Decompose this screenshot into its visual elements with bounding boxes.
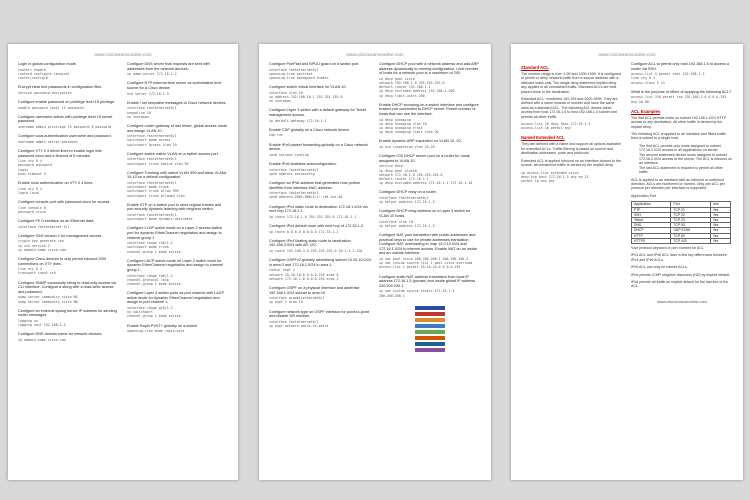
qa-block — [127, 62, 228, 76]
question-text: Configure enable password on privilege level 15 privilege. — [18, 100, 116, 104]
page-header-url: www.ciscoexamsonline.com — [94, 52, 152, 57]
config-command: ip dhcp pool cisco — [379, 76, 415, 81]
config-command: interface range fa0/1-2 — [127, 241, 173, 246]
config-command: ip route 192.168.3.0 255.255.255.0 10.1.1.2 120 — [269, 248, 363, 253]
config-command: ntp server 172.16.1.3 — [127, 91, 169, 96]
question-text: Configure network type on OSPF interface for point-to-point and disable DR election. — [269, 309, 370, 319]
table-header-cell: Port — [671, 202, 710, 207]
config-command: interface fastethernet0/1 — [127, 134, 177, 139]
config-command: switchport mode trunk — [127, 185, 169, 190]
config-command: ip address 192.168.10.1 255.255.255.0 — [269, 95, 343, 99]
config-command: service dhcp — [379, 164, 403, 169]
paragraph: The following ACL is applied to an interface and filters traffic from a subnet to a single host. — [631, 132, 727, 141]
config-command: network 192.168.1.0 255.255.255.0 — [379, 80, 445, 85]
table-header-cell: Application — [632, 202, 671, 207]
qa-block — [269, 128, 371, 138]
question-text: Configure FE 0 interface as an Ethernet data. — [18, 218, 95, 223]
table-cell: TCP 23 — [671, 217, 710, 222]
document-page-2 — [259, 44, 491, 480]
config-command: no shutdown — [127, 114, 149, 119]
qa-block — [379, 233, 481, 270]
paragraph: IPv4 ACL and IPv6 ACL have a few key differences between IPv4 and IPv6 ACLs. — [631, 253, 727, 262]
config-command: network 10.10.10.0 0.0.0.255 area 0 — [269, 272, 339, 277]
config-command: password password — [18, 163, 52, 168]
qa-block — [127, 226, 228, 253]
network-diagram-figure — [415, 306, 445, 353]
config-command: ip domain-name cisco.com — [18, 337, 66, 342]
config-command: ip arp inspection vlan 10,20 — [379, 144, 435, 149]
paragraph: The first ACL permits hosts on subnet 192.168.1.0/24 HTTP access to any destination. All other traffic is denied by the implicit deny. — [631, 115, 727, 129]
config-command: interface fastethernet0/1 — [127, 212, 177, 217]
paragraph: The number range is from 1-99 and 1300-1999. It is configured to permit or deny network traffic from a source address with a wildcard mask only. The single deny statement implied deny any applies to all unmatched traffic. Standard ACLs are best placed close to the destination. — [521, 72, 622, 94]
page-header-url: www.ciscoexamsonline.com — [346, 52, 404, 57]
config-command: ip default-gateway 172.16.1.1 — [269, 118, 327, 123]
question-text: Encrypt clear text passwords in configuration files. — [18, 85, 103, 90]
config-command: spanning-tree bpduguard enable — [269, 76, 329, 80]
question-text: Enable / set keepalive messages of Cisco network devices. — [127, 100, 227, 105]
table-cell: SSH — [632, 212, 671, 217]
qa-block — [379, 139, 481, 149]
table-cell: Yes — [710, 223, 730, 228]
table-cell: HTTPS — [632, 238, 671, 243]
config-command: password cisco — [18, 209, 46, 214]
document-page-3 — [511, 44, 743, 480]
qa-block — [269, 181, 371, 200]
page2-right-column — [379, 62, 481, 472]
qa-block — [18, 115, 119, 129]
page1-right-column — [127, 62, 228, 472]
config-command: ip dhcp excluded-address 192.168.1.200 — [379, 89, 455, 94]
diagram-layer-bar — [415, 324, 445, 329]
qa-block — [127, 81, 228, 95]
qa-block — [18, 234, 119, 252]
config-command: interface fastethernet0/1 — [269, 191, 319, 196]
config-command: access-list 5 permit host 192.168.1.5 — [631, 72, 705, 77]
config-command: exec-timeout 5 — [18, 171, 46, 176]
config-command: login local — [18, 190, 40, 195]
section-heading: Standard ACL — [521, 65, 549, 70]
config-command: access-class 5 in — [631, 80, 665, 85]
config-command: ip dhcp snooping trust — [379, 125, 423, 130]
config-command: channel-group 1 mode active — [127, 281, 181, 286]
paragraph: Extended ACL: numbered 100-199 and 2000-2699. They are defined with a name instead of number and have the same rules as a standard ACL. The following ACL denies telnet access from host 172.16.1.5 to host 192.168.1.0 subnet and permits all other traffic. — [521, 97, 618, 119]
question-text: Configure DNS domain name for network devices. — [18, 332, 103, 337]
qa-block — [269, 162, 371, 176]
question-text: Configure local authentication username and password. — [18, 134, 112, 139]
question-text: Configure NTP external time server as authoritative time source for a Cisco device. — [127, 81, 222, 90]
table-cell: Yes — [710, 233, 730, 238]
qa-block — [18, 281, 119, 304]
config-command: ip access-list extended cisco — [521, 170, 579, 175]
application-port-table — [631, 201, 731, 244]
document-page-1 — [8, 44, 238, 480]
question-text: Enable DHCP snooping on a switch interface and configure trusted port connected to DHCP server. Permit number of hosts that can use the interface. — [379, 102, 479, 116]
config-command: default-router 172.16.1.1 — [379, 176, 429, 181]
config-command: access-list 150 permit tcp 192.168.1.0 0.0.0.255 any eq 80 — [631, 95, 727, 104]
qa-block — [18, 219, 119, 229]
config-command: logging on — [18, 318, 38, 323]
table-cell: Yes — [710, 228, 730, 233]
question-text: Configure Trunking with native VLAN 999 and allow VLANs 10-10 on a default configuration. — [127, 170, 227, 180]
config-command: router(config)# — [18, 76, 48, 80]
table-cell: TCP 80 — [671, 233, 710, 238]
table-note: *use protocol keyword or port number for ACL — [631, 245, 704, 250]
table-cell: DNS — [632, 223, 671, 228]
question-text: Configure static NAT address translation from local IP address 172.16.1.5 (private) and inside global IP address 200.200.200.1. — [379, 274, 476, 288]
config-command: interface vlan 10 — [379, 219, 413, 224]
config-command: access-list 1 permit 10.10.10.0 0.0.0.255 — [379, 265, 461, 270]
question-text: Configure switch native VLAN on a switch access port. — [127, 151, 219, 156]
question-text: Configure SNMP community string to read-only access via CLI interface. Configure a string with a read-write access and password. — [18, 280, 117, 294]
diagram-layer-bar — [415, 312, 445, 317]
bullet-item: • The first ACL permits only hosts assigned to subnet 172.16.1.0/24 access to all applications on server. — [639, 144, 733, 153]
config-command: channel-group 1 mode active — [127, 249, 181, 254]
question-text: Enable IPv6 packet forwarding globally on a Cisco network device. — [269, 142, 368, 152]
question-text: Configure OSPF on a physical interface and advertise 192.168.1.0/24 subnet to area 10. — [269, 285, 360, 295]
table-cell: UDP 67/68 — [671, 228, 710, 233]
config-command: spanning-tree portfast — [269, 71, 313, 76]
qa-block — [127, 171, 228, 198]
qa-block — [379, 190, 481, 204]
table-cell: TCP 22 — [671, 212, 710, 217]
config-command: no shutdown — [269, 99, 291, 104]
config-command: switchport trunk allow 999 — [127, 189, 179, 194]
bullet-item: • The last ACL statement is required to permit all other traffic. — [639, 166, 733, 175]
qa-block — [269, 224, 371, 234]
table-cell: Telnet — [632, 217, 671, 222]
config-command: enable password level 15 password — [18, 105, 84, 110]
question-text: Configure DHCP pool with a network address and add ARP address dynamically to running configuration. Limit number of hosts for a network pool to a maximum of 200. — [379, 62, 479, 76]
page3-right-column — [631, 62, 733, 472]
diagram-layer-bar — [415, 306, 445, 311]
config-command: ip nat inside source list 1 pool cisco overload — [379, 261, 473, 266]
table-cell: FTP — [632, 207, 671, 212]
diagram-layer-bar — [415, 330, 445, 335]
qa-block — [269, 62, 371, 80]
paragraph: IPv6 permits ICMP neighbor discovery (ND) by implicit default. — [631, 272, 731, 277]
question-text: Enable CDP globally on a Cisco network device. — [269, 127, 351, 132]
question-text: Configure LLDP active mode on a Layer 2 access switch port for dynamic EtherChannel negotiation and assign to channel group 1. — [127, 226, 223, 240]
table-cell: TCP 53 — [671, 223, 710, 228]
qa-block — [269, 310, 371, 329]
config-command: router ospf 1 — [269, 268, 295, 273]
config-command: interface fastethernet0/1 — [269, 167, 319, 172]
qa-block — [18, 100, 119, 110]
config-command: no switchport — [127, 310, 153, 315]
config-command: ip helper-address 172.16.1.5 — [379, 223, 435, 228]
config-command: interface fastethernet0/1 — [127, 106, 177, 111]
question-text: Configure Cisco devices to only permit inbound SSH connections on VTY lines. — [18, 256, 107, 266]
qa-block — [18, 200, 119, 214]
question-text: Configure IPv4 static route to destination 172.16.1.0/24 via next hop 172.16.2.1. — [269, 204, 368, 214]
config-command: interface fastethernet0/1 — [269, 319, 319, 324]
diagram-layer-bar — [415, 336, 445, 341]
question-text: Configure IPv4 floating static route to destination 192.168.3.0/24 with AD 120. — [269, 238, 351, 248]
qa-block — [127, 203, 228, 222]
config-command: permit ip any any — [521, 178, 555, 183]
config-command: switchport mode dynamic desirable — [127, 217, 193, 222]
table-cell: TCP 443 — [671, 238, 710, 243]
question-text: Enable STP on a switch port to send regular frames and port security dynamic learning with neighbor switch. — [127, 202, 222, 212]
question-text: Configure an external syslog server IP address for sending router messages. — [18, 308, 117, 318]
config-command: switchport trunk native vlan 99 — [127, 161, 189, 166]
qa-block — [631, 90, 733, 104]
config-command: switchport trunk allowed vlan — [127, 193, 185, 198]
qa-block — [269, 143, 371, 157]
config-command: snmp-server community cisco RW — [18, 299, 78, 304]
table-cell: Yes — [710, 217, 730, 222]
config-command: ip name-server 172.16.1.2 — [127, 72, 177, 77]
table-cell: Yes — [710, 212, 730, 217]
page3-left-column — [521, 62, 623, 472]
question-text: What is the purpose of effect of applying the following ACL? — [631, 89, 732, 94]
question-text: Login in global configuration mode. — [18, 62, 77, 66]
config-command: snmp-server community cisco RO — [18, 295, 78, 300]
question-text: Configure DHCP relay address on a Layer 3 switch for VLAN 10 hosts. — [379, 209, 471, 218]
qa-block — [127, 124, 228, 147]
page-header-url: www.ciscoexamsonline.com — [598, 52, 656, 57]
question-text: Configure Layer 3 switch ports as port channel with LACP active mode for dynamic EtherChannel negotiation and assign to port channel 1. — [127, 291, 225, 305]
qa-block — [18, 332, 119, 342]
paragraph: They are defined with a name and support all options available for extended ACLs. Traffic filtering is based on source and destination addresses, ports and protocols. — [521, 142, 621, 156]
config-command: interface gigabitethernet0/1 — [269, 296, 325, 301]
question-text: Configure console port with password cisco for access. — [18, 199, 111, 204]
config-command: cdp run — [269, 133, 283, 138]
qa-block — [269, 205, 371, 219]
config-command: line console 0 — [18, 205, 46, 210]
config-command: interface range fa0/1-2 — [127, 273, 173, 278]
qa-block — [18, 309, 119, 328]
config-command: line vty 0 4 — [18, 267, 42, 272]
config-command: ip ssh version 2 — [18, 243, 50, 248]
question-text: Configure LACP active mode on Layer 2 switch trunk for dynamic EtherChannel negotiation and assign to channel group 1. — [127, 258, 224, 272]
question-text: Configure router gateway of last resort, global access mode and assign VLAN 10. — [127, 123, 228, 133]
qa-block — [18, 85, 119, 95]
config-command: switchport mode trunk — [127, 245, 169, 250]
config-command: router> enable — [18, 67, 46, 72]
config-command: deny tcp host 172.16.1.5 any eq 23 — [521, 174, 589, 179]
table-header-cell: Use — [710, 202, 730, 207]
question-text: Configure Layer 3 switch with a default gateway for Telnet management access. — [269, 108, 367, 117]
config-command: access-list 10 permit any — [521, 126, 571, 131]
question-text: Configure NAT pool translation with public addresses and practical keys to use for private addresses translation. Configure NAT overloading to map 10.0.10.0/24 and 172.16.1.0/24 to internet access. Enable NAT on an inside and an outside interface. — [379, 232, 477, 256]
table-cell: HTTP — [632, 233, 671, 238]
qa-block — [631, 62, 733, 85]
question-text: Configure DNS server that requests are sent with addresses from the network devices. — [127, 62, 210, 71]
qa-block — [127, 152, 228, 166]
qa-block — [269, 286, 371, 305]
table-cell: DHCP — [632, 228, 671, 233]
config-command: ip route 172.16.1.0 255.255.255.0 172.16.2.1 — [269, 214, 357, 219]
question-text: Configure PortFast and BPDU guard on a switch port. — [269, 62, 360, 66]
qa-block — [18, 149, 119, 176]
config-command: ip dhcp excluded-address 172.16.1.1 172.16.1.10 — [379, 181, 473, 186]
config-command: interface vlan 10 — [269, 90, 303, 95]
config-command: ip dhcp snooping limit rate 20 — [379, 130, 439, 135]
question-text: Configure DHCP relay on a router. — [379, 190, 437, 195]
config-command: line vty 0 4 — [18, 159, 42, 164]
config-command: service password-encryption — [18, 90, 72, 95]
config-command: username admin privilege 15 password 0 password — [18, 124, 112, 129]
config-command: ip nat inside source static 172.16.1.5 200.200.200.1 — [379, 289, 455, 298]
question-text: Enable Rapid PVST+ globally on a switch. — [127, 323, 199, 328]
config-command: ip helper-address 172.16.1.5 — [379, 200, 435, 205]
qa-block — [127, 291, 228, 318]
config-command: username admin secret password — [18, 139, 78, 144]
qa-block — [379, 103, 481, 135]
qa-block — [379, 62, 481, 98]
config-command: access-list 10 deny host 172.16.1.5 — [521, 122, 591, 127]
config-command: keepalive 10 — [127, 110, 151, 115]
diagram-layer-bar — [415, 342, 445, 347]
table-title: Application Port — [631, 193, 657, 198]
config-command: spanning-tree mode rapid-pvst — [127, 329, 185, 334]
question-text: Configure ACL to permit only host 192.168.1.5 to access a router via SSH. — [631, 62, 730, 71]
section-heading: Named Extended ACL — [521, 135, 565, 141]
paragraph: Extended ACL is applied inbound on an interface closest to the source, all unmatched traffic is denied by the implicit deny. — [521, 158, 621, 168]
config-command: ip dhcp pool vlan10 — [379, 168, 417, 173]
config-command: ip dhcp snooping — [379, 117, 411, 122]
footer-url: www.ciscoexamsonline.com — [657, 298, 707, 304]
qa-block — [269, 239, 371, 253]
qa-block — [18, 134, 119, 144]
qa-block — [127, 259, 228, 286]
config-command: crypto key generate rsa — [18, 239, 64, 244]
config-command: ip nat pool cisco 200.200.200.1 200.200.200.2 — [379, 256, 469, 261]
config-command: ip ospf 1 area 10 — [269, 300, 303, 305]
bullet-item: • The second statement denies hosts assigned to subnet 172.16.2.0/24 access to the server. The ACL is inbound on an interface. — [639, 153, 733, 166]
config-command: interface fastethernet0/1 — [269, 67, 319, 72]
config-command: switchport access vlan 10 — [127, 142, 177, 147]
config-command: interface fastethernet 0/1 — [18, 224, 70, 229]
question-text: Configure VTY 0 4 telnet lines to enable login with password cisco and a timeout of 5 minutes. — [18, 148, 102, 158]
config-command: interface range gi0/1-2 — [127, 305, 173, 310]
table-cell: Yes — [710, 207, 730, 212]
qa-block — [269, 258, 371, 281]
section-heading: ACL Examples — [631, 108, 661, 114]
table-row — [632, 238, 731, 243]
qa-block — [269, 108, 371, 122]
qa-block — [269, 85, 371, 103]
qa-block — [18, 257, 119, 276]
qa-block — [379, 209, 481, 228]
config-command: transport input ssh — [18, 271, 56, 276]
question-text: Configure IOS DHCP server pool on a router for hosts assigned to VLAN 10. — [379, 154, 470, 163]
config-command: switchport mode access — [127, 138, 171, 143]
question-text: Enable local authentication on VTY 0 4 lines. — [18, 180, 94, 185]
config-command: network 172.16.1.0 0.0.0.255 area 1 — [269, 276, 339, 281]
qa-block — [127, 324, 228, 334]
config-command: network 172.16.1.0 255.255.255.0 — [379, 172, 443, 177]
table-cell: Yes — [710, 238, 730, 243]
config-command: interface fastethernet0/1 — [379, 195, 429, 200]
config-command: ipv6 address autoconfig — [269, 171, 315, 176]
question-text: Enable dynamic ARP inspection on VLAN 10, 20. — [379, 139, 462, 144]
config-command: ip dhcp snooping vlan 10 — [379, 121, 427, 126]
qa-block — [18, 62, 119, 80]
qa-block — [18, 181, 119, 195]
config-command: channel-group 1 mode active — [127, 314, 181, 319]
question-text: Configure an IPv6 address that generates host portion identifier from interface MAC address. — [269, 180, 361, 190]
diagram-layer-bar — [415, 318, 445, 323]
diagram-layer-bar — [415, 348, 445, 353]
config-command: ipv6 address 2001:DB8:A:1::/64 eui-64 — [269, 195, 343, 200]
config-command: interface fastethernet0/1 — [127, 157, 177, 162]
config-command: ip ospf network point-to-point — [269, 323, 329, 328]
page2-left-column — [269, 62, 371, 472]
bullet-list — [631, 144, 733, 175]
config-command: logging host 192.168.1.5 — [18, 323, 66, 328]
config-command: ip domain-name cisco.com — [18, 247, 66, 252]
config-command: channel-protocol lacp — [127, 277, 169, 282]
question-text: Configure OSPFv2 globally advertising subnet 10.10.10.0/24 in area 0 and 172.16.1.0/24 in area 1. — [269, 258, 371, 267]
question-text: Configure IPv4 default route with next hop of 172.33.1.2. — [269, 223, 364, 228]
config-command: default-router 192.168.1.1 — [379, 85, 431, 90]
config-command: line vty 0 4 — [631, 76, 655, 81]
config-command: ipv6 unicast-routing — [269, 152, 309, 157]
config-command: router# configure terminal — [18, 71, 70, 76]
table-cell: TCP 21 — [671, 207, 710, 212]
config-command: interface fastethernet0/1 — [127, 180, 177, 185]
config-command: line vty 0 4 — [18, 186, 42, 191]
qa-block — [127, 101, 228, 119]
paragraph: IPv6 permits all traffic as implicit default for the last line of the ACL. — [631, 279, 729, 289]
qa-block — [379, 275, 481, 298]
config-command: login — [18, 167, 28, 172]
config-command: ip dhcp limit-users 200 — [379, 93, 425, 98]
paragraph: ACL is applied to an interface with an inbound or outbound direction. ACLs are numbered or named. Only one ACL per protocol per direction per interface is supported. — [631, 177, 725, 191]
question-text: Configure username admin with privilege level 15 secret password. — [18, 114, 113, 124]
question-text: Enable IPv6 stateless autoconfiguration. — [269, 161, 337, 166]
page1-left-column — [18, 62, 119, 472]
config-command: ip route 0.0.0.0 0.0.0.0 172.33.1.2 — [269, 229, 339, 234]
qa-block — [379, 154, 481, 185]
question-text: Configure SSH version 2 for management access. — [18, 233, 103, 238]
question-text: Configure switch virtual interface for VLAN 10. — [269, 85, 347, 90]
paragraph: IPv6 ACL can only be named ACLs. — [631, 265, 688, 270]
